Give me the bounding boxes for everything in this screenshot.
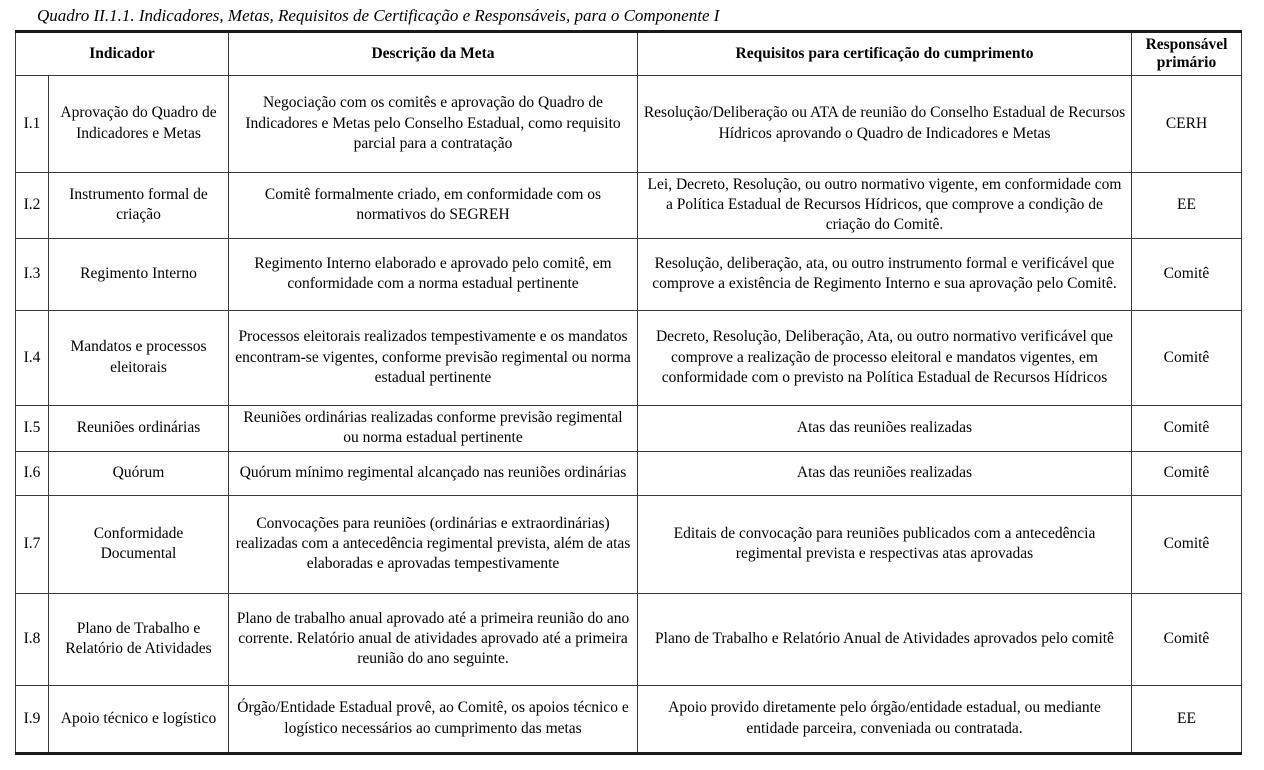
certification-requirement: Resolução/Deliberação ou ATA de reunião do Conselho Estadual de Recursos Hídricos aprovando o Quadro de Indicadores e Metas	[638, 75, 1132, 172]
indicator-name: Apoio técnico e logístico	[49, 685, 229, 753]
meta-description: Quórum mínimo regimental alcançado nas reuniões ordinárias	[229, 451, 638, 495]
primary-responsible: Comitê	[1132, 593, 1242, 685]
primary-responsible: EE	[1132, 685, 1242, 753]
indicator-name: Mandatos e processos eleitorais	[49, 310, 229, 405]
column-header-indicador: Indicador	[16, 32, 229, 76]
primary-responsible: Comitê	[1132, 495, 1242, 593]
indicator-code: I.2	[16, 172, 49, 238]
meta-description: Comitê formalmente criado, em conformidade com os normativos do SEGREH	[229, 172, 638, 238]
indicator-name: Reuniões ordinárias	[49, 405, 229, 451]
certification-requirement: Plano de Trabalho e Relatório Anual de Atividades aprovados pelo comitê	[638, 593, 1132, 685]
indicators-table	[15, 30, 1242, 755]
meta-description: Negociação com os comitês e aprovação do Quadro de Indicadores e Metas pelo Conselho Estadual, como requisito parcial para a contratação	[229, 75, 638, 172]
indicator-name: Conformidade Documental	[49, 495, 229, 593]
table-row	[16, 405, 1242, 451]
indicator-name: Instrumento formal de criação	[49, 172, 229, 238]
certification-requirement: Decreto, Resolução, Deliberação, Ata, ou outro normativo verificável que comprove a realização de processo eleitoral e mandatos vigentes, em conformidade com o previsto na Política Estadual de Recursos Hídricos	[638, 310, 1132, 405]
primary-responsible: CERH	[1132, 75, 1242, 172]
certification-requirement: Editais de convocação para reuniões publicados com a antecedência regimental prevista e respectivas atas aprovadas	[638, 495, 1132, 593]
indicator-code: I.6	[16, 451, 49, 495]
table-row	[16, 495, 1242, 593]
column-header-responsavel: Responsável primário	[1132, 32, 1242, 76]
meta-description: Órgão/Entidade Estadual provê, ao Comitê, os apoios técnico e logístico necessários ao cumprimento das metas	[229, 685, 638, 753]
indicator-code: I.9	[16, 685, 49, 753]
indicator-name: Aprovação do Quadro de Indicadores e Metas	[49, 75, 229, 172]
table-caption: Quadro II.1.1. Indicadores, Metas, Requisitos de Certificação e Responsáveis, para o Componente I	[37, 6, 720, 25]
table-row	[16, 238, 1242, 310]
certification-requirement: Atas das reuniões realizadas	[638, 451, 1132, 495]
table-row	[16, 75, 1242, 172]
table-row	[16, 593, 1242, 685]
table-row	[16, 685, 1242, 753]
primary-responsible: EE	[1132, 172, 1242, 238]
certification-requirement: Resolução, deliberação, ata, ou outro instrumento formal e verificável que comprove a existência de Regimento Interno e sua aprovação pelo Comitê.	[638, 238, 1132, 310]
primary-responsible: Comitê	[1132, 405, 1242, 451]
indicator-code: I.4	[16, 310, 49, 405]
header-row	[16, 32, 1242, 76]
indicator-name: Plano de Trabalho e Relatório de Atividades	[49, 593, 229, 685]
indicator-name: Regimento Interno	[49, 238, 229, 310]
indicator-code: I.5	[16, 405, 49, 451]
certification-requirement: Apoio provido diretamente pelo órgão/entidade estadual, ou mediante entidade parceira, conveniada ou contratada.	[638, 685, 1132, 753]
table-row	[16, 451, 1242, 495]
meta-description: Convocações para reuniões (ordinárias e extraordinárias) realizadas com a antecedência regimental prevista, além de atas elaboradas e aprovadas tempestivamente	[229, 495, 638, 593]
primary-responsible: Comitê	[1132, 238, 1242, 310]
primary-responsible: Comitê	[1132, 451, 1242, 495]
meta-description: Processos eleitorais realizados tempestivamente e os mandatos encontram-se vigentes, conforme previsão regimental ou norma estadual pertinente	[229, 310, 638, 405]
table-row	[16, 310, 1242, 405]
indicator-code: I.7	[16, 495, 49, 593]
meta-description: Reuniões ordinárias realizadas conforme previsão regimental ou norma estadual pertinente	[229, 405, 638, 451]
indicator-code: I.1	[16, 75, 49, 172]
certification-requirement: Lei, Decreto, Resolução, ou outro normativo vigente, em conformidade com a Política Estadual de Recursos Hídricos, que comprove a condição de criação do Comitê.	[638, 172, 1132, 238]
meta-description: Regimento Interno elaborado e aprovado pelo comitê, em conformidade com a norma estadual pertinente	[229, 238, 638, 310]
column-header-descricao-meta: Descrição da Meta	[229, 32, 638, 76]
column-header-requisitos: Requisitos para certificação do cumprimento	[638, 32, 1132, 76]
certification-requirement: Atas das reuniões realizadas	[638, 405, 1132, 451]
table-row	[16, 172, 1242, 238]
indicator-code: I.8	[16, 593, 49, 685]
primary-responsible: Comitê	[1132, 310, 1242, 405]
meta-description: Plano de trabalho anual aprovado até a primeira reunião do ano corrente. Relatório anual de atividades aprovado até a primeira reunião do ano seguinte.	[229, 593, 638, 685]
indicator-code: I.3	[16, 238, 49, 310]
indicator-name: Quórum	[49, 451, 229, 495]
